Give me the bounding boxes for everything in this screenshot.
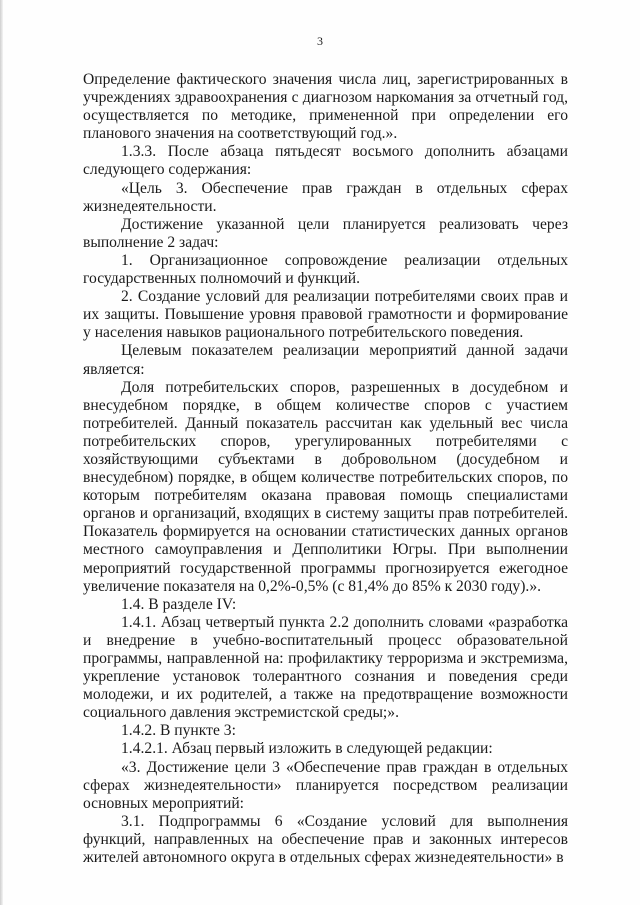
paragraph-task-2: 2. Создание условий для реализации потребителями своих прав и их защиты. Повышение уровня правовой грамотности и формирование у населения навыков рационального потребительского поведения. (83, 288, 568, 342)
paragraph-goal-3-achievement: «3. Достижение цели 3 «Обеспечение прав граждан в отдельных сферах жизнедеятельности» планируется посредством реализации основных мероприятий: (83, 758, 568, 812)
paragraph-target-indicator: Целевым показателем реализации мероприятий данной задачи является: (83, 342, 568, 378)
paragraph-1-4-1: 1.4.1. Абзац четвертый пункта 2.2 дополнить словами «разработка и внедрение в учебно-воспитательный процесс образовательной программы, направленной на: профилактику терроризма и экстремизма, укрепление установок толерантного сознания и поведения среди молодежи, и их родителей, а также на предотвращение возможности социального давления экстремистской среды;». (83, 613, 568, 722)
paragraph-goal-3: «Цель 3. Обеспечение прав граждан в отдельных сферах жизнедеятельности. (83, 179, 568, 215)
paragraph-3-1: 3.1. Подпрограммы 6 «Создание условий для выполнения функций, направленных на обеспечение прав и законных интересов жителей автономного округа в отдельных сферах жизнедеятельности» в (83, 812, 568, 867)
paragraph-goal-achievement: Достижение указанной цели планируется реализовать через выполнение 2 задач: (83, 215, 568, 251)
paragraph-1-4-2: 1.4.2. В пункте 3: (121, 722, 236, 740)
paragraph-1-4-2-1: 1.4.2.1. Абзац первый изложить в следующей редакции: (121, 740, 493, 758)
page-number: 3 (317, 34, 323, 48)
paragraph-consumer-disputes: Доля потребительских споров, разрешенных в досудебном и внесудебном порядке, в общем количестве споров с участием потребителей. Данный показатель рассчитан как удельный вес числа потребительских споров, урегулированных потребителями с хозяйствующими субъектами в добровольном (досудебном и внесудебном) порядке, в общем количестве потребительских споров, по которым потребителям оказана правовая помощь специалистами органов и организаций, входящих в систему защиты прав потребителей. Показатель формируется на основании статистических данных органов местного самоуправления и Депполитики Югры. При выполнении мероприятий государственной программы прогнозируется ежегодное увеличение показателя на 0,2%-0,5% (с 81,4% до 85% к 2030 году).». (83, 378, 568, 595)
paragraph-1-4: 1.4. В разделе IV: (121, 595, 237, 613)
document-body (83, 71, 568, 867)
paragraph-definition: Определение фактического значения числа лиц, зарегистрированных в учреждениях здравоохранения с диагнозом наркомания за отчетный год, осуществляется по методике, примененной при определении его планового значения на соответствующий год.». (83, 71, 568, 143)
scan-edge (0, 0, 3, 905)
paragraph-1-3-3: 1.3.3. После абзаца пятьдесят восьмого дополнить абзацами следующего содержания: (83, 143, 568, 179)
paragraph-task-1: 1. Организационное сопровождение реализации отдельных государственных полномочий и функций. (83, 251, 568, 288)
